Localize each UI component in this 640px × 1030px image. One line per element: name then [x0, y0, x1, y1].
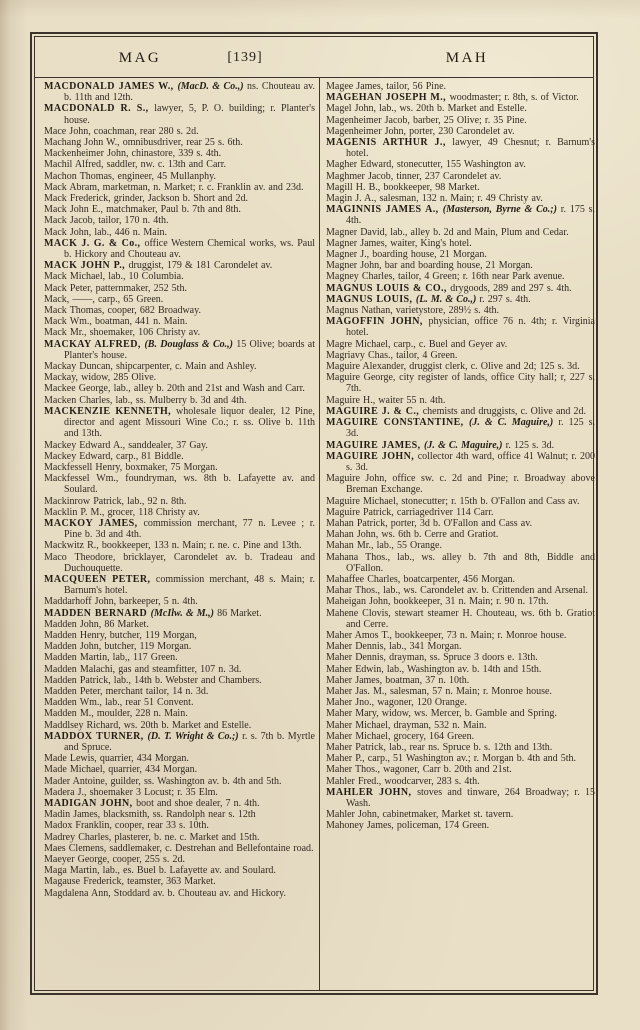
- directory-entry: Made Michael, quarrier, 434 Morgan.: [44, 764, 198, 776]
- directory-entry: Madrey Charles, plasterer, b. ne. c. Market and 15th.: [44, 831, 260, 843]
- directory-entry: MAHLER JOHN, stoves and tinware, 264 Broadway; r. 15 Wash.: [326, 786, 595, 809]
- directory-entry: MAGNUS LOUIS, (L. M. & Co.,) r. 297 s. 4th.: [326, 293, 531, 305]
- directory-entry: Mackfessel Wm., foundryman, ws. 8th b. Lafayette av. and Soulard.: [44, 473, 315, 496]
- directory-entry: Maher Dennis, drayman, ss. Spruce 3 doors e. 13th.: [326, 652, 538, 664]
- directory-entry: MADDEN BERNARD (McIlw. & M.,) 86 Market.: [44, 607, 262, 619]
- directory-entry: Maguire Michael, stonecutter; r. 15th b. O'Fallon and Cass av.: [326, 495, 580, 507]
- directory-entry: Maguire Patrick, carriagedriver 114 Carr.: [326, 506, 494, 518]
- directory-entry: Maher Thos., wagoner, Carr b. 20th and 21st.: [326, 764, 512, 776]
- header-guide-right: MAH: [445, 50, 489, 66]
- directory-entry: MAGEHAN JOSEPH M., woodmaster; r. 8th, s. of Victor.: [326, 92, 579, 104]
- directory-entry: Macken Charles, lab., ss. Mulberry b. 3d and 4th.: [44, 394, 247, 406]
- directory-entry: Madden Martin, lab,, 117 Green.: [44, 652, 178, 664]
- directory-entry: Mackay, widow, 285 Olive.: [44, 372, 157, 384]
- directory-entry: Mackinrow Patrick, lab., 92 n. 8th.: [44, 495, 187, 507]
- directory-entry: Maher P., carp., 51 Washington av.; r. Morgan b. 4th and 5th.: [326, 753, 577, 765]
- directory-entry: Madox Franklin, cooper, rear 33 s. 10th.: [44, 820, 209, 832]
- directory-entry: Mackay Duncan, shipcarpenter, c. Main and Ashley.: [44, 361, 257, 373]
- directory-entry: Maddlsey Richard, ws. 20th b. Market and Estelle.: [44, 719, 252, 731]
- directory-entry: Magner John, bar and boarding house, 21 Morgan.: [326, 260, 533, 272]
- directory-entry: Mackee George, lab., alley b. 20th and 21st and Wash and Carr.: [44, 383, 305, 395]
- directory-entry: Mace John, coachman, rear 280 s. 2d.: [44, 125, 199, 137]
- directory-entry: MACK J. G. & Co., office Western Chemical works, ws. Paul b. Hickory and Chouteau av.: [44, 237, 315, 261]
- directory-entry: Mahoney James, policeman, 174 Green.: [326, 820, 490, 832]
- directory-entry: Madin James, blacksmith, ss. Randolph near s. 12th: [44, 809, 256, 821]
- directory-entry: Magin J. A., salesman, 132 n. Main; r. 49 Christy av.: [326, 193, 543, 205]
- directory-entry: MAGENIS ARTHUR J., lawyer, 49 Chesnut; r. Barnum's hotel.: [326, 137, 595, 160]
- directory-entry: Maher Amos T., bookkeeper, 73 n. Main; r. Monroe house.: [326, 629, 567, 641]
- directory-entry: Mahler Fred., woodcarver, 283 s. 4th.: [326, 775, 480, 787]
- directory-entry: Machil Alfred, saddler, nw. c. 13th and Carr.: [44, 159, 226, 171]
- header-rule: [35, 77, 593, 78]
- directory-entry: Mackey Edward, carp., 81 Biddle.: [44, 450, 184, 462]
- directory-entry: Maga Martin, lab., es. Buel b. Lafayette av. and Soulard.: [44, 865, 276, 877]
- directory-entry: Magee James, tailor, 56 Pine.: [326, 81, 447, 92]
- directory-entry: Mack, ——, carp., 65 Green.: [44, 293, 164, 305]
- directory-entry: Madden John, butcher, 119 Morgan.: [44, 641, 192, 653]
- directory-entry: Mack Wm., boatman, 441 n. Main.: [44, 316, 188, 328]
- directory-entry: MADIGAN JOHN, boot and shoe dealer, 7 n. 4th.: [44, 798, 260, 809]
- directory-entry: Mack John, lab., 446 n. Main.: [44, 226, 167, 238]
- directory-entry: Mackenheimer John, chinastore, 339 s. 4th.: [44, 148, 222, 160]
- directory-entry: Maher Mary, widow, ws. Mercer, b. Gamble and Spring.: [326, 708, 557, 720]
- directory-entry: Mahan Patrick, porter, 3d b. O'Fallon and Cass av.: [326, 517, 533, 529]
- directory-entry: Macklin P. M., grocer, 118 Christy av.: [44, 506, 200, 518]
- directory-entry: MADDOX TURNER, (D. T. Wright & Co.;) r. s. 7th b. Myrtle and Spruce.: [44, 730, 315, 753]
- left-column: [44, 81, 315, 985]
- directory-entry: Mahaffee Charles, boatcarpenter, 456 Morgan.: [326, 573, 516, 585]
- directory-entry: Mahene Clovis, stewart steamer H. Chouteau, ws. 6th b. Gratiot and Cerre.: [326, 607, 595, 630]
- directory-entry: Mackwitz R., bookkeeper, 133 n. Main; r. ne. c. Pine and 13th.: [44, 540, 302, 552]
- directory-entry: Mack Abram, marketman, n. Market; r. c. Franklin av. and 23d.: [44, 181, 304, 193]
- directory-entry: Maher Michael, grocery, 164 Green.: [326, 730, 475, 742]
- directory-entry: Mahar Thos., lab., ws. Carondelet av. b. Crittenden and Arsenal.: [326, 585, 589, 597]
- directory-entry: Maher James, boatman, 37 n. 10th.: [326, 674, 470, 686]
- directory-entry: Maes Clemens, saddlemaker, c. Destrehan and Bellefontaine road.: [44, 842, 314, 854]
- directory-entry: Mack Frederick, grinder, Jackson b. Short and 2d.: [44, 193, 249, 205]
- directory-entry: Mahler John, cabinetmaker, Market st. tavern.: [326, 809, 514, 821]
- directory-entry: Maguire John, office sw. c. 2d and Pine; r. Broadway above Breman Exchange.: [326, 473, 595, 496]
- directory-entry: Maher Jno., wagoner, 120 Orange.: [326, 697, 467, 709]
- directory-entry: Maeyer George, cooper, 255 s. 2d.: [44, 854, 185, 866]
- directory-entry: Maddarhoff John, barkeeper, 5 n. 4th.: [44, 596, 198, 608]
- directory-entry: Madden Patrick, lab., 14th b. Webster and Chambers.: [44, 674, 262, 686]
- directory-entry: MAGUIRE JAMES, (J. & C. Maguire,) r. 125 s. 3d.: [326, 439, 555, 451]
- directory-entry: Maher Edwin, lab., Washington av. b. 14th and 15th.: [326, 663, 542, 675]
- directory-entry: Machang John W., omnibusdriver, rear 25 s. 6th.: [44, 137, 243, 149]
- directory-entry: Mack Jacob, tailor, 170 n. 4th.: [44, 215, 169, 227]
- directory-entry: Magner James, waiter, King's hotel.: [326, 237, 472, 249]
- directory-entry: Magher Edward, stonecutter, 155 Washington av.: [326, 159, 526, 171]
- directory-entry: MAGUIRE J. & C., chemists and druggists, c. Olive and 2d.: [326, 405, 587, 417]
- directory-entry: Mahan John, ws. 6th b. Cerre and Gratiot.: [326, 529, 499, 541]
- directory-entry: MACDONALD R. S., lawyer, 5, P. O. building; r. Planter's house.: [44, 103, 315, 126]
- directory-entry: Mack Thomas, cooper, 682 Broadway.: [44, 305, 201, 317]
- directory-entry: Machon Thomas, engineer, 45 Mullanphy.: [44, 170, 216, 182]
- directory-entry: Madden M., moulder, 228 n. Main.: [44, 708, 188, 720]
- directory-entry: Mack Peter, patternmaker, 252 5th.: [44, 282, 187, 294]
- directory-entry: Maco Theodore, bricklayer, Carondelet av. b. Tradeau and Duchouquette.: [44, 551, 315, 574]
- directory-entry: Mahan Mr., lab., 55 Orange.: [326, 540, 442, 552]
- directory-entry: MACK JOHN P., druggist, 179 & 181 Carondelet av.: [44, 260, 273, 272]
- directory-entry: MACQUEEN PETER, commission merchant, 48 s. Main; r. Barnum's hotel.: [44, 573, 315, 597]
- directory-entry: MACKENZIE KENNETH, wholesale liquor dealer, 12 Pine, director and agent Missouri Wine Co.; r. ss. Olive b. 11th and 13th.: [44, 405, 315, 440]
- directory-entry: Mackey Edward A., sanddealer, 37 Gay.: [44, 439, 208, 451]
- directory-entry: MAGNUS LOUIS & CO., drygoods, 289 and 297 s. 4th.: [326, 282, 572, 294]
- directory-entry: Magenheimer John, porter, 230 Carondelet av.: [326, 125, 515, 137]
- directory-entry: Maheigan John, bookkeeper, 31 n. Main; r. 90 n. 17th.: [326, 596, 549, 608]
- directory-entry: Maguire George, city register of lands, office City hall; r, 227 s. 7th.: [326, 372, 595, 395]
- column-divider-rule: [319, 78, 320, 990]
- directory-entry: Magnus Nathan, varietystore, 289½ s. 4th.: [326, 305, 499, 317]
- running-header: [35, 37, 593, 77]
- directory-entry: Maher Jas. M., salesman, 57 n. Main; r. Monroe house.: [326, 685, 552, 697]
- directory-entry: Mackfessell Henry, boxmaker, 75 Morgan.: [44, 461, 218, 473]
- directory-entry: Mack Mr., shoemaker, 106 Christy av.: [44, 327, 201, 339]
- directory-entry: Mack John E., matchmaker, Paul b. 7th and 8th.: [44, 204, 241, 216]
- directory-entry: Magner J., boarding house, 21 Morgan.: [326, 249, 487, 261]
- directory-entry: Magdalena Ann, Stoddard av. b. Chouteau av. and Hickory.: [44, 887, 286, 899]
- page-number: [139]: [227, 50, 263, 65]
- directory-entry: MACDONALD JAMES W., (MacD. & Co.,) ns. Chouteau av. b. 11th and 12th.: [44, 81, 315, 104]
- page-border-inner-rule: [34, 36, 594, 991]
- directory-entry: Madden Wm., lab., rear 51 Convent.: [44, 697, 194, 709]
- directory-entry: MAGUIRE CONSTANTINE, (J. & C. Maguire,) r. 125 s. 3d.: [326, 417, 595, 440]
- directory-entry: Madden John, 86 Market.: [44, 618, 149, 630]
- directory-entry: Magner David, lab., alley b. 2d and Main, Plum and Cedar.: [326, 226, 569, 238]
- directory-entry: Maher Dennis, lab., 341 Morgan.: [326, 641, 462, 653]
- directory-entry: Magause Frederick, teamster, 363 Market.: [44, 876, 216, 888]
- directory-entry: Maher Michael, drayman, 532 n. Main.: [326, 719, 487, 731]
- right-column: [326, 81, 595, 985]
- directory-entry: Maguire Alexander, druggist clerk, c. Olive and 2d; 125 s. 3d.: [326, 361, 580, 373]
- directory-entry: MAGUIRE JOHN, collector 4th ward, office 41 Walnut; r. 200 s. 3d.: [326, 450, 595, 473]
- directory-entry: Maguire H., waiter 55 n. 4th.: [326, 394, 446, 406]
- directory-entry: Mader Antoine, guilder, ss. Washington av. b. 4th and 5th.: [44, 775, 282, 787]
- directory-entry: MACKAY ALFRED, (B. Douglass & Co.,) 15 Olive; boards at Planter's house.: [44, 338, 315, 361]
- directory-entry: Mahana Thos., lab., ws. alley b. 7th and 8th, Biddle and O'Fallon.: [326, 551, 595, 574]
- directory-entry: Magel John, lab., ws. 20th b. Market and Estelle.: [326, 103, 527, 115]
- directory-entry: Magenheimer Jacob, barber, 25 Olive; r. 35 Pine.: [326, 114, 527, 126]
- directory-entry: Mack Michael, lab., 10 Columbia.: [44, 271, 184, 283]
- directory-entry: Magriavy Chas., tailor, 4 Green.: [326, 349, 458, 361]
- directory-entry: Magre Michael, carp., c. Buel and Geyer av.: [326, 338, 508, 350]
- directory-entry: MACKOY JAMES, commission merchant, 77 n. Levee ; r. Pine b. 3d and 4th.: [44, 517, 315, 541]
- directory-entry: Madden Malachi, gas and steamfitter, 107 n. 3d.: [44, 663, 242, 675]
- page-border-frame: [30, 32, 598, 995]
- header-guide-left: MAG: [118, 50, 162, 66]
- directory-entry: Made Lewis, quarrier, 434 Morgan.: [44, 753, 189, 765]
- directory-entry: Madden Henry, butcher, 119 Morgan,: [44, 629, 197, 641]
- directory-entry: MAGINNIS JAMES A., (Masterson, Byrne & Co.;) r. 175 s. 4th.: [326, 204, 595, 227]
- directory-entry: MAGOFFIN JOHN, physician, office 76 n. 4th; r. Virginia hotel.: [326, 316, 595, 339]
- directory-entry: Madden Peter, merchant tailor, 14 n. 3d.: [44, 685, 209, 697]
- directory-entry: Madera J., shoemaker 3 Locust; r. 35 Elm.: [44, 786, 218, 798]
- directory-entry: Maher Patrick, lab., rear ns. Spruce b. s. 12th and 13th.: [326, 741, 553, 753]
- directory-entry: Magill H. B., bookkeeper, 98 Market.: [326, 181, 480, 193]
- directory-entry: Magney Charles, tailor, 4 Green; r. 16th near Park avenue.: [326, 271, 565, 283]
- directory-entry: Maghmer Jacob, tinner, 237 Carondelet av.: [326, 170, 502, 182]
